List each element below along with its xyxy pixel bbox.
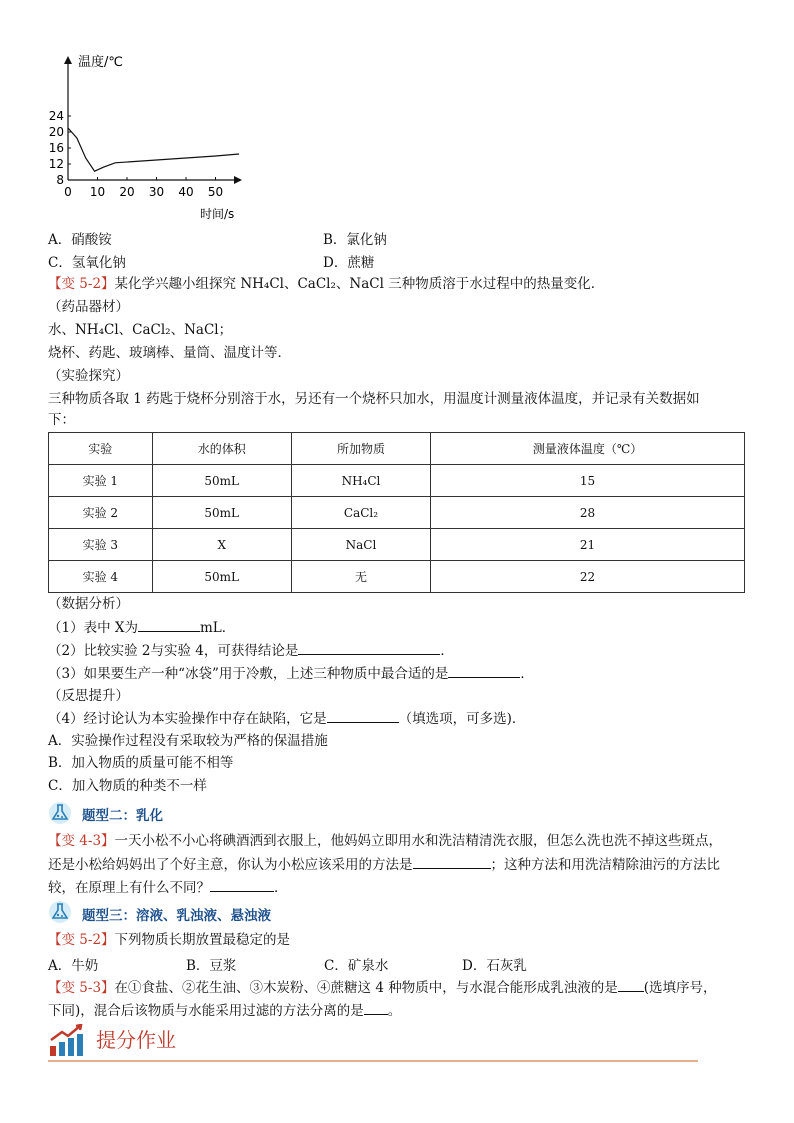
q4-end: （填选项，可多选)． [398, 711, 526, 727]
table-cell: NaCl [291, 529, 430, 561]
q4-text: （4）经讨论认为本实验操作中存在缺陷，它是 [48, 711, 327, 727]
v32-stem-line [48, 274, 604, 294]
materials-line-2: 烧杯、药匙、玻璃棒、量筒、温度计等． [48, 345, 291, 361]
materials-heading: （药品器材） [48, 299, 129, 315]
table-header: 实验 [49, 433, 153, 465]
q3-text: （3）如果要生产一种“冰袋”用于冷敷，上述三种物质中最合适的是 [48, 666, 449, 682]
option-d: D．石灰乳 [462, 958, 527, 974]
v43-text-2b: ；这种方法和用洗洁精除油污的方法比 [490, 857, 720, 873]
question-tag: 【变 5-3】 [48, 980, 115, 996]
explore-line-2: 下： [48, 412, 75, 428]
materials-line-1: 水、NH₄Cl、CaCl₂、NaCl； [48, 322, 233, 338]
q1-text: （1）表中 X为 [48, 620, 138, 636]
table-header: 水的体积 [152, 433, 291, 465]
table-cell: NH₄Cl [291, 465, 430, 497]
explore-heading: （实验探究） [48, 368, 129, 384]
reflect-heading: （反思提升） [48, 688, 129, 704]
series-line [68, 128, 239, 171]
experiment-table [48, 432, 745, 593]
v52-stem-line [48, 930, 290, 950]
v53-text-1a: 在①食盐、②花生油、③木炭粉、④蔗糖这 4 种物质中，与水混合能形成乳浊液的是 [114, 980, 618, 996]
option-b: B．加入物质的质量可能不相等 [48, 755, 234, 771]
y-axis-arrow [64, 56, 72, 64]
table-row [49, 465, 745, 497]
v53-text-1b: (选填序号， [643, 980, 717, 996]
table-cell: 实验 2 [49, 497, 153, 529]
v43-text-2a: 还是小松给妈妈出了个好主意，你认为小松应该采用的方法是 [48, 857, 413, 873]
question-tag: 【变 4-3】 [48, 833, 115, 849]
x-tick-label: 40 [178, 185, 194, 199]
v53-text-2a: 下同)，混合后该物质与水能采用过滤的方法分离的是 [48, 1003, 364, 1019]
v43-text-3a: 较，在原理上有什么不同？ [48, 880, 210, 896]
table-cell: 实验 4 [49, 561, 153, 593]
table-cell: 实验 3 [49, 529, 153, 561]
option-a: A．实验操作过程没有采取较为严格的保温措施 [48, 733, 328, 749]
analysis-q4 [48, 708, 525, 729]
table-row [49, 561, 745, 593]
answer-blank[interactable] [138, 617, 200, 632]
v43-line-2 [48, 854, 720, 875]
table-cell: CaCl₂ [291, 497, 430, 529]
bar-chart-icon [48, 1024, 84, 1058]
y-tick-label: 12 [48, 157, 64, 171]
x-tick-label: 30 [148, 185, 165, 199]
temperature-time-chart [40, 50, 260, 225]
q2-end: ． [440, 643, 454, 659]
y-axis-label: 温度/℃ [78, 55, 123, 70]
analysis-q1 [48, 617, 235, 638]
flask-icon [48, 900, 72, 924]
section-title: 题型二：乳化 [82, 808, 163, 824]
question-stem: 下列物质长期放置最稳定的是 [114, 932, 291, 948]
analysis-q2 [48, 640, 454, 661]
question-tag: 【变 5-2】 [48, 276, 115, 292]
answer-blank[interactable] [210, 877, 274, 892]
answer-blank[interactable] [327, 708, 399, 723]
x-tick-label: 0 [64, 185, 72, 199]
table-cell: 50mL [152, 497, 291, 529]
y-tick-label: 20 [48, 125, 64, 139]
table-row [49, 529, 745, 561]
table-cell: 22 [431, 561, 745, 593]
table-cell: 28 [431, 497, 745, 529]
answer-blank[interactable] [448, 663, 520, 678]
x-tick-label: 50 [207, 185, 224, 199]
table-cell: X [152, 529, 291, 561]
option-b: B．氯化钠 [323, 232, 387, 248]
x-tick-label: 20 [119, 185, 135, 199]
v43-line-3 [48, 877, 288, 898]
y-tick-label: 8 [56, 173, 64, 187]
section-title: 题型三：溶液、乳浊液、悬浊液 [82, 908, 271, 924]
option-b: B．豆浆 [186, 958, 237, 974]
q2-text: （2）比较实验 2与实验 4，可获得结论是 [48, 643, 299, 659]
footer-divider [48, 1060, 698, 1062]
v43-line-1 [48, 831, 722, 851]
v53-line-1 [48, 977, 716, 998]
x-tick-label: 10 [89, 185, 106, 199]
question-stem: 某化学兴趣小组探究 NH₄Cl、CaCl₂、NaCl 三种物质溶于水过程中的热量变化． [114, 276, 605, 292]
table-cell: 无 [291, 561, 430, 593]
table-header: 测量液体温度（℃） [431, 433, 745, 465]
table-header-row [49, 433, 745, 465]
answer-blank[interactable] [618, 977, 644, 992]
q1-unit: mL． [200, 620, 236, 636]
option-c: C．氢氧化钠 [48, 255, 126, 271]
chart-ticks [49, 109, 223, 199]
option-d: D．蔗糖 [323, 255, 375, 271]
x-axis-label: 时间/s [200, 207, 235, 221]
answer-blank[interactable] [298, 640, 440, 655]
table-header: 所加物质 [291, 433, 430, 465]
option-c: C．矿泉水 [324, 958, 389, 974]
analysis-heading: （数据分析） [48, 596, 129, 612]
table-cell: 15 [431, 465, 745, 497]
analysis-q3 [48, 663, 534, 684]
y-tick-label: 16 [48, 141, 64, 155]
flask-icon [48, 801, 72, 825]
x-axis-arrow [234, 176, 242, 184]
table-row [49, 497, 745, 529]
table-cell: 50mL [152, 465, 291, 497]
q3-end: ． [520, 666, 534, 682]
v43-text-1: 一天小松不小心将碘酒洒到衣服上，他妈妈立即用水和洗洁精清洗衣服，但怎么洗也洗不掉这些斑点， [114, 833, 723, 849]
v53-text-2b: 。 [387, 1003, 402, 1019]
footer-title: 提分作业 [96, 1028, 176, 1052]
option-c: C．加入物质的种类不一样 [48, 778, 207, 794]
answer-blank[interactable] [364, 1000, 388, 1015]
explore-line-1: 三种物质各取 1 药匙于烧杯分别溶于水，另还有一个烧杯只加水，用温度计测量液体温度，并记录有关数据如 [48, 391, 700, 407]
v43-text-3b: ． [274, 880, 288, 896]
option-a: A．硝酸铵 [48, 232, 112, 248]
v53-line-2 [48, 1000, 401, 1021]
table-cell: 50mL [152, 561, 291, 593]
table-cell: 实验 1 [49, 465, 153, 497]
question-tag: 【变 5-2】 [48, 932, 115, 948]
y-tick-label: 24 [48, 109, 64, 123]
option-a: A．牛奶 [48, 958, 99, 974]
table-cell: 21 [431, 529, 745, 561]
answer-blank[interactable] [413, 854, 491, 869]
